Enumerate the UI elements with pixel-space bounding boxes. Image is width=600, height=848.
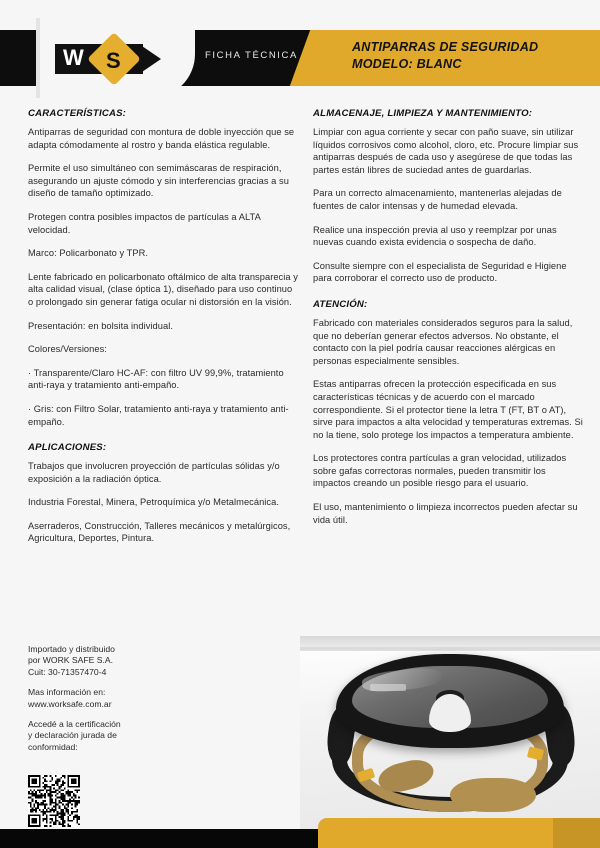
paragraph: Marco: Policarbonato y TPR. <box>28 248 149 259</box>
paragraph: Limpiar con agua corriente y secar con paño suave, sin utilizar líquidos corrosivos como alcohol, cloro, etc. Procure limpiar sus antiparras después de cada uso y asegúrese de que todas las partes están libres de suciedad antes de guardarlas. <box>313 127 579 175</box>
paragraph: Para un correcto almacenamiento, mantenerlas alejadas de fuentes de calor intensas y de humedad elevada. <box>313 188 562 211</box>
cuit-number: Cuit: 30-71357470-4 <box>28 666 107 677</box>
footer-yellow-block-shade <box>553 818 600 848</box>
importer-line-1: Importado y distribuido <box>28 644 115 654</box>
paragraph: · Transparente/Claro HC-AF: con filtro UV 99,9%, tratamiento anti-raya y tratamiento anti-empaño. <box>28 367 284 391</box>
paragraph: Lente fabricado en policarbonato oftálmico de alta transparecia y alta calidad visual, (clase óptica 1), diseñado para uso continuo o prolongado sin generar fatiga ocular ni distorsión en la visión. <box>28 271 298 307</box>
importer-line-2: por WORK SAFE S.A. <box>28 655 114 666</box>
footer-contact-info <box>28 644 193 753</box>
left-column <box>28 108 298 545</box>
website-block <box>28 687 193 710</box>
paragraph: · Gris: con Filtro Solar, tratamiento anti-raya y tratamiento anti-empaño. <box>28 403 289 427</box>
logo-letter-s: S <box>106 48 121 73</box>
paragraph: Trabajos que involucren proyección de partículas sólidas y/o exposición a la radiación óptica. <box>28 461 280 484</box>
paragraph: Permite el uso simultáneo con semimáscaras de respiración, asegurando un ajuste cómodo y sin interferencias gracias a su diseño de tamaño optimizado. <box>28 163 289 199</box>
certification-block <box>28 719 193 753</box>
page-title <box>352 39 592 73</box>
cert-line-2: y declaración jurada de <box>28 730 117 741</box>
section-title-almacenaje: ALMACENAJE, LIMPIEZA Y MANTENIMIENTO: <box>313 108 533 119</box>
cert-line-1: Accedé a la certificación <box>28 719 121 730</box>
paragraph: Aserraderos, Construcción, Talleres mecánicos y metalúrgicos, Agricultura, Deportes, Pintura. <box>28 520 291 544</box>
document-header <box>0 30 600 86</box>
page-title-line1: ANTIPARRAS DE SEGURIDAD <box>352 40 539 54</box>
worksafe-logo <box>55 40 175 78</box>
paragraph: El uso, mantenimiento o limpieza incorrectos pueden afectar su vida útil. <box>313 502 578 525</box>
page-title-line2: MODELO: BLANC <box>352 57 462 71</box>
more-info-label: Mas información en: <box>28 687 106 698</box>
paragraph: Presentación: en bolsita individual. <box>28 320 173 331</box>
cert-line-3: conformidad: <box>28 741 78 752</box>
qr-code[interactable] <box>28 775 80 827</box>
paragraph: Fabricado con materiales considerados seguros para la salud, que no deberían generar efectos adversos. No obstante, el contacto con la piel podría causar reacciones alérgicas en personas especialmente sensibles. <box>313 317 573 366</box>
section-title-caracteristicas: CARACTERÍSTICAS: <box>28 108 127 119</box>
paragraph: Estas antiparras ofrecen la protección especificada en sus características técnicas y de acuerdo con el marcado correspondiente. Si el protector tiene la letra T (FT, BT o AT), sirve para impactos a alta velocidad y temperaturas extremas. Si no la tiene, solo protege los impactos a temperatura ambiente. <box>313 379 583 440</box>
website-url[interactable]: www.worksafe.com.ar <box>28 698 112 709</box>
goggle-lens-marking <box>370 684 406 691</box>
paragraph: Colores/Versiones: <box>28 344 107 355</box>
paragraph: Los protectores contra partículas a gran velocidad, utilizados sobre gafas correctoras normales, pueden transmitir los impactos creando un posible riesgo para el usuario. <box>313 453 567 489</box>
importer-block <box>28 644 193 678</box>
photo-background-shelf-line <box>300 647 600 651</box>
product-photo <box>300 636 600 832</box>
goggle-pad-right <box>450 778 536 812</box>
paragraph: Antiparras de seguridad con montura de doble inyección que se adapta cómodamente al rostro y banda elástica regulable. <box>28 127 295 150</box>
logo-letter-w: W <box>63 45 83 70</box>
logo-arrow-icon <box>139 44 161 74</box>
paragraph: Consulte siempre con el especialista de Seguridad e Higiene para corroborar el correcto uso de producto. <box>313 260 567 284</box>
section-title-atencion: ATENCIÓN: <box>313 298 368 310</box>
section-title-aplicaciones: APLICACIONES: <box>28 442 107 454</box>
right-column <box>313 108 583 526</box>
paragraph: Industria Forestal, Minera, Petroquímica y/o Metalmecánica. <box>28 497 279 508</box>
paragraph: Protegen contra posibles impactos de partículas a ALTA velocidad. <box>28 211 261 235</box>
paragraph: Realice una inspección previa al uso y reemplzar por unas nuevas cuando exista evidencia o sospecha de daño. <box>313 224 557 248</box>
footer-yellow-block <box>318 818 570 848</box>
content-columns <box>0 108 600 628</box>
document-footer <box>0 636 600 848</box>
document-type-label: FICHA TÉCNICA <box>205 50 298 61</box>
